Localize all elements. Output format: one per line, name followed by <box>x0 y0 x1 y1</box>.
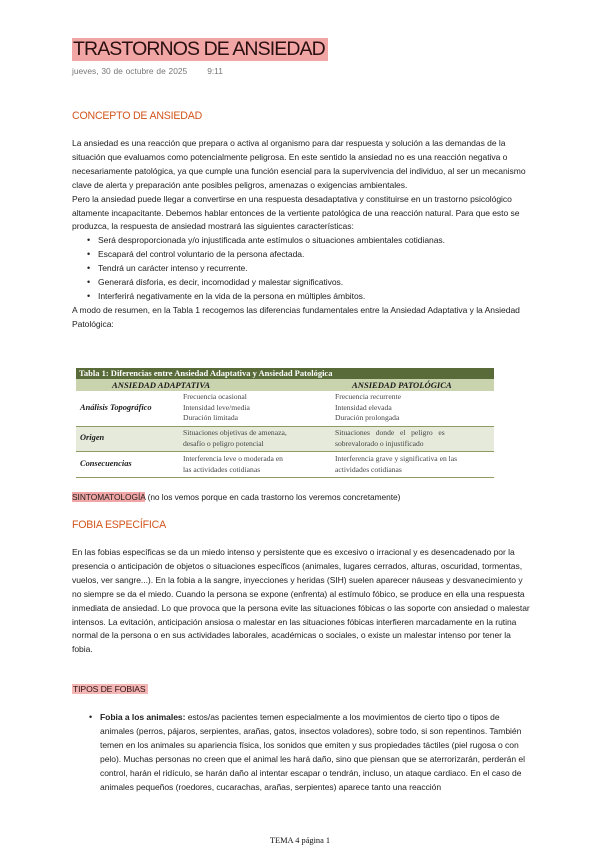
list-item: • Escapará del control voluntario de la persona afectada. <box>98 248 532 262</box>
sintomatologia-line <box>72 492 400 502</box>
table-row <box>76 427 494 452</box>
column-header-patologica: ANSIEDAD PATOLÓGICA <box>352 380 452 390</box>
table-header <box>76 379 494 391</box>
paragraph: A modo de resumen, en la Tabla 1 recogemos las diferencias fundamentales entre la Ansiedad Adaptativa y la Ansiedad Patológica: <box>72 304 520 329</box>
cell-line: sobrevalorado o injustificado <box>335 438 424 448</box>
tipos-label: TIPOS DE FOBIAS <box>73 684 146 694</box>
list-item: • Interferirá negativamente en la vida de la persona en múltiples ámbitos. <box>98 290 532 304</box>
cell-adaptativa <box>183 454 283 475</box>
page-date <box>72 66 223 76</box>
cell-line: Intensidad elevada <box>335 402 392 412</box>
cell-patologica <box>335 392 401 424</box>
cell-adaptativa <box>183 428 287 449</box>
cell-line: Situaciones donde el peligro es <box>335 428 445 437</box>
cell-line: Intensidad leve/media <box>183 402 250 412</box>
cell-line: Frecuencia recurrente <box>335 392 401 401</box>
row-label: Análisis Topográfico <box>80 403 152 412</box>
cell-line: las actividades cotidianas <box>183 464 261 474</box>
characteristics-list <box>72 234 532 304</box>
time-text: 9:11 <box>207 66 223 76</box>
list-item <box>100 711 532 794</box>
table-caption: Tabla 1: Diferencias entre Ansiedad Adaptativa y Ansiedad Patológica <box>76 368 494 379</box>
list-item-text: estos/as pacientes temen especialmente a los movimientos de cierto tipo o tipos de animales (perros, pájaros, serpientes, arañas, gatos, insectos voladores), sobre todo, si son repentinos. También temen en los animales su apariencia física, los sonidos que emiten y sus propiedades táctiles (piel rugosa o con pelo). Muchas personas no creen que el animal les hará daño, sino que piensan que se aterrorizarán, perderán el control, harán el ridículo, se harán daño al intentar escapar o tendrán, incluso, un ataque cardiaco. En el caso de animales pequeños (roedores, cucarachas, arañas, serpientes) aparece tanto una reacción <box>100 712 525 792</box>
cell-patologica <box>335 428 445 449</box>
cell-line: Duración limitada <box>183 413 239 423</box>
cell-line: Duración prolongada <box>335 413 400 423</box>
fobia-types-list <box>88 711 532 794</box>
page-footer: TEMA 4 página 1 <box>269 836 331 845</box>
cell-patologica <box>335 454 457 475</box>
heading-tipos-fobias <box>72 684 148 694</box>
cell-line: Interferencia grave y significativa en las <box>335 454 458 463</box>
cell-line: desafío o peligro potencial <box>183 438 264 448</box>
list-item: • Será desproporcionada y/o injustificada ante estímulos o situaciones ambientales cotidianas. <box>98 234 532 248</box>
sintomatologia-note: (no los vemos porque en cada trastorno los veremos concretamente) <box>145 492 401 502</box>
page-title: TRASTORNOS DE ANSIEDAD <box>72 38 328 61</box>
paragraph: La ansiedad es una reacción que prepara o activa al organismo para dar respuesta y solución a las demandas de la situación que evaluamos como potencialmente peligrosa. En este sentido la ansiedad no es una reacción negativa o necesariamente patológica, ya que cumple una función esencial para la supervivencia del individuo, al ser un mecanismo clave de alerta y preparación ante posibles peligros, amenazas o exigencias ambientales. <box>72 138 526 190</box>
paragraph: En las fobias específicas se da un miedo intenso y persistente que es excesivo o irracional y es desencadenado por la presencia o anticipación de objetos o situaciones específicos (animales, lugares cerrados, alturas, oscuridad, tormentas, vuelos, ver sangre...). En la fobia a la sangre, inyecciones y heridas (SIH) suelen aparecer náuseas y desvanecimiento y no siempre se da el miedo. Cuando la persona se expone (enfrenta) al estímulo fóbico, se produce en ella una respuesta inmediata de ansiedad. Lo que provoca que la persona evite las situaciones fóbicas o las soporte con ansiedad o malestar intensos. La evitación, anticipación ansiosa o malestar en las situaciones fóbicas interfieren marcadamente en la rutina normal de la persona o en sus actividades laborales, académicas o sociales, o existe un malestar intenso por tener la fobia. <box>72 547 530 655</box>
list-item: • Generará disforia, es decir, incomodidad y malestar significativos. <box>98 276 532 290</box>
row-label: Origen <box>80 433 105 442</box>
cell-line: Interferencia leve o moderada en <box>183 454 283 463</box>
cell-line: Situaciones objetivas de amenaza, <box>183 428 287 437</box>
list-item-title: Fobia a los animales: <box>100 712 186 722</box>
fobia-body <box>72 546 532 657</box>
column-header-adaptativa: ANSIEDAD ADAPTATIVA <box>112 380 211 390</box>
concepto-body <box>72 137 532 332</box>
heading-fobia-especifica: FOBIA ESPECÍFICA <box>72 519 166 531</box>
row-label: Consecuencias <box>80 459 132 468</box>
heading-concepto: CONCEPTO DE ANSIEDAD <box>72 110 203 122</box>
sintomatologia-label: SINTOMATOLOGÍA <box>72 492 146 502</box>
table-row <box>76 452 494 478</box>
paragraph: Pero la ansiedad puede llegar a convertirse en una respuesta desadaptativa y constituirse en un trastorno psicológico altamente incapacitante. Debemos hablar entonces de la vertiente patológica de una reacción natural. Para que esto se produzca, la respuesta de ansiedad mostrará las siguientes características: <box>72 193 520 232</box>
cell-adaptativa <box>183 392 250 424</box>
cell-line: actividades cotidianas <box>335 464 402 474</box>
cell-line: Frecuencia ocasional <box>183 392 247 401</box>
date-text: jueves, 30 de octubre de 2025 <box>72 66 188 76</box>
comparison-table <box>76 368 494 480</box>
list-item: • Tendrá un carácter intenso y recurrente. <box>98 262 532 276</box>
tipos-list <box>88 711 532 794</box>
table-row <box>76 391 494 427</box>
